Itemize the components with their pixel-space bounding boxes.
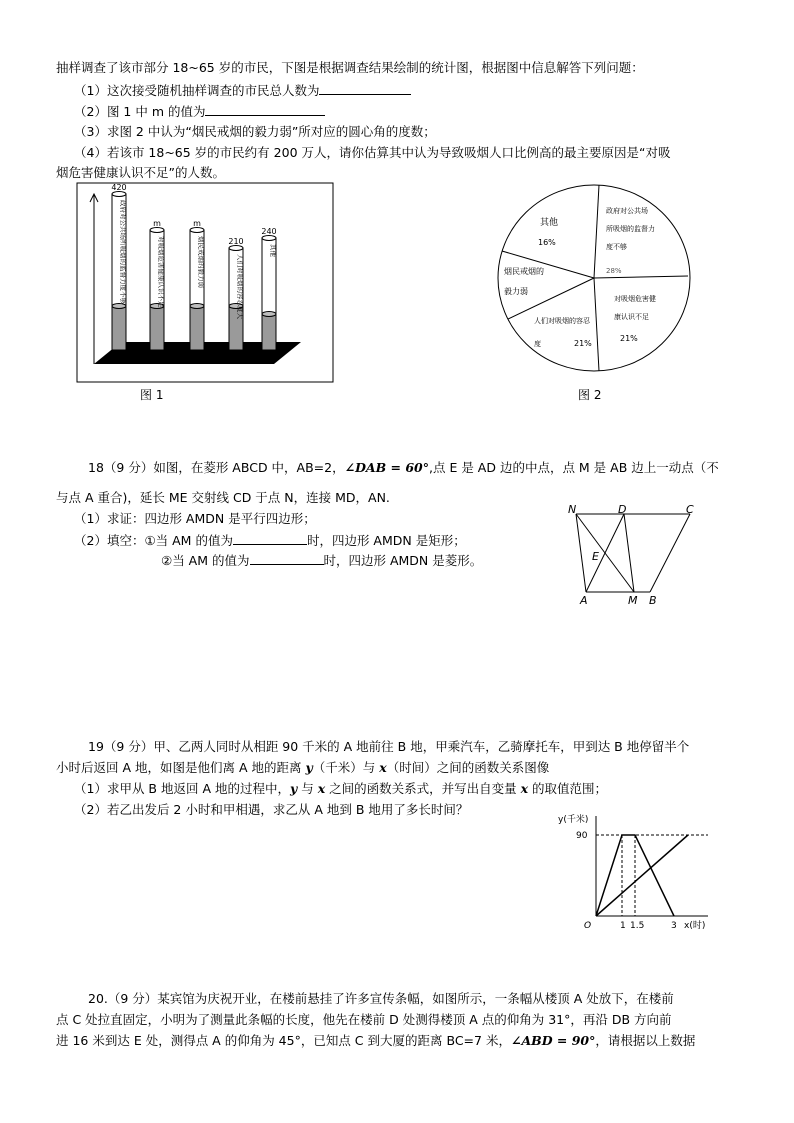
graph-x3: 3 (671, 921, 677, 931)
pie-pct-other: 16% (538, 238, 556, 247)
bar-3 (190, 219, 206, 350)
pie-label-aware-1: 对吸烟危害健 (614, 295, 656, 303)
bar-value-label: 210 (228, 237, 244, 246)
figure-2-caption: 图 2 (578, 388, 602, 402)
bar-category-label: 烟民戒烟的毅力弱 (197, 236, 205, 288)
pie-label-tolerance-1: 人们对吸烟的容忍 (534, 317, 590, 325)
p18-line1: 18（9 分）如图，在菱形 ABCD 中，AB=2，∠DAB = 60°,点 E 是 AD 边的中点，点 M 是 AB 边上一动点（不 (88, 460, 719, 475)
p18-angle: ∠DAB = 60° (344, 460, 429, 475)
p20-line1: 20.（9 分）某宾馆为庆祝开业，在楼前悬挂了许多宣传条幅，如图所示，一条幅从楼顶 A 处放下，在楼前 (88, 991, 674, 1006)
p20-line2: 点 C 处拉直固定，小明为了测量此条幅的长度，他先在楼前 D 处测得楼顶 A 点的仰角为 31°，再沿 DB 方向前 (56, 1012, 672, 1027)
bar-2 (150, 219, 166, 350)
bar-category-label: 其他 (269, 244, 277, 257)
graph-xlabel: x(时) (684, 921, 706, 931)
label-D: D (618, 503, 627, 516)
label-E: E (592, 550, 599, 563)
graph-x1: 1 (620, 921, 626, 931)
graph-line-yi (596, 835, 688, 916)
p20-line3: 进 16 米到达 E 处，测得点 A 的仰角为 45°，已知点 C 到大厦的距离 BC=7 米，∠ABD = 90°，请根据以上数据 (56, 1033, 696, 1048)
question-4-line1: （4）若该市 18~65 岁的市民约有 200 万人，请你估算其中认为导致吸烟人口比例高的最主要原因是“对吸 (74, 145, 671, 160)
question-3: （3）求图 2 中认为“烟民戒烟的毅力弱”所对应的圆心角的度数； (74, 124, 436, 139)
figure-1-caption: 图 1 (140, 388, 164, 402)
pie-label-willpower-2: 毅力弱 (504, 287, 528, 296)
answer-blank-1[interactable] (319, 82, 411, 95)
pie-label-gov-3: 度不够 (606, 243, 627, 251)
pie-label-tolerance-2: 度 (534, 340, 541, 348)
bar-value-label: m (193, 219, 201, 228)
graph-origin: O (584, 921, 592, 931)
answer-blank-2[interactable] (205, 103, 325, 116)
p18-sub3: ②当 AM 的值为 时，四边形 AMDN 是菱形。 (161, 553, 483, 568)
pie-pct-tolerance: 21% (574, 339, 592, 348)
question-4-line2: 烟危害健康认识不足”的人数。 (56, 165, 225, 180)
pie-pct-aware: 21% (620, 334, 638, 343)
p18-blank-1[interactable] (233, 532, 307, 545)
pie-label-other: 其他 (540, 218, 559, 228)
p19-line1: 19（9 分）甲、乙两人同时从相距 90 千米的 A 地前往 B 地，甲乘汽车，乙骑摩托车，甲到达 B 地停留半个 (88, 739, 690, 754)
figure-1-bar-chart (76, 182, 334, 384)
graph-x15: 1.5 (630, 921, 645, 931)
bar-category-label: 人们对吸烟的容忍度大 (236, 254, 244, 319)
pie-label-aware-2: 康认识不足 (614, 313, 649, 321)
intro-text: 抽样调查了该市部分 18~65 岁的市民，下图是根据调查结果绘制的统计图，根据图中信息解答下列问题： (56, 60, 644, 75)
distance-time-graph (548, 808, 718, 938)
p19-sub1: （1）求甲从 B 地返回 A 地的过程中，y 与 x 之间的函数关系式，并写出自变量 x 的取值范围； (74, 781, 608, 796)
question-1: （1）这次接受随机抽样调查的市民总人数为 (74, 82, 411, 99)
bar-1 (111, 183, 128, 350)
bar-5 (261, 227, 278, 350)
pie-label-gov-2: 所吸烟的监督力 (606, 225, 655, 233)
question-2: （2）图 1 中 m 的值为 (74, 103, 325, 120)
pie-label-willpower-1: 烟民戒烟的 (504, 267, 544, 276)
pie-pct-gov: 28% (606, 267, 622, 275)
p20-angle: ∠ABD = 90° (510, 1033, 596, 1048)
label-N: N (568, 503, 577, 516)
p18-blank-2[interactable] (250, 552, 324, 565)
graph-y90: 90 (576, 831, 588, 841)
label-A: A (580, 594, 588, 607)
bar-category-label: 对吸烟危害健康认识不足 (157, 236, 165, 308)
rhombus-figure (562, 500, 708, 612)
bar-value-label: 240 (261, 227, 277, 236)
p18-line2: 与点 A 重合)，延长 ME 交射线 CD 于点 N，连接 MD，AN. (56, 490, 390, 505)
p18-sub1: （1）求证：四边形 AMDN 是平行四边形； (74, 511, 316, 526)
graph-ylabel: y(千米) (558, 815, 589, 825)
bar-value-label: m (153, 219, 161, 228)
figure-2-pie-chart (496, 183, 696, 375)
p19-sub2: （2）若乙出发后 2 小时和甲相遇，求乙从 A 地到 B 地用了多长时间？ (74, 802, 469, 817)
label-M: M (628, 594, 638, 607)
bar-4 (228, 237, 245, 350)
label-B: B (649, 594, 657, 607)
bar-category-label: 政府对公共场所吸烟的监督力度不够 (119, 200, 127, 304)
label-C: C (686, 503, 694, 516)
p19-line2: 小时后返回 A 地，如图是他们离 A 地的距离 y（千米）与 x（时间）之间的函数关系图像 (56, 760, 550, 775)
bar-value-label: 420 (111, 183, 127, 192)
p18-sub2: （2）填空：①当 AM 的值为 时，四边形 AMDN 是矩形； (74, 533, 466, 548)
pie-label-gov-1: 政府对公共场 (606, 207, 648, 215)
